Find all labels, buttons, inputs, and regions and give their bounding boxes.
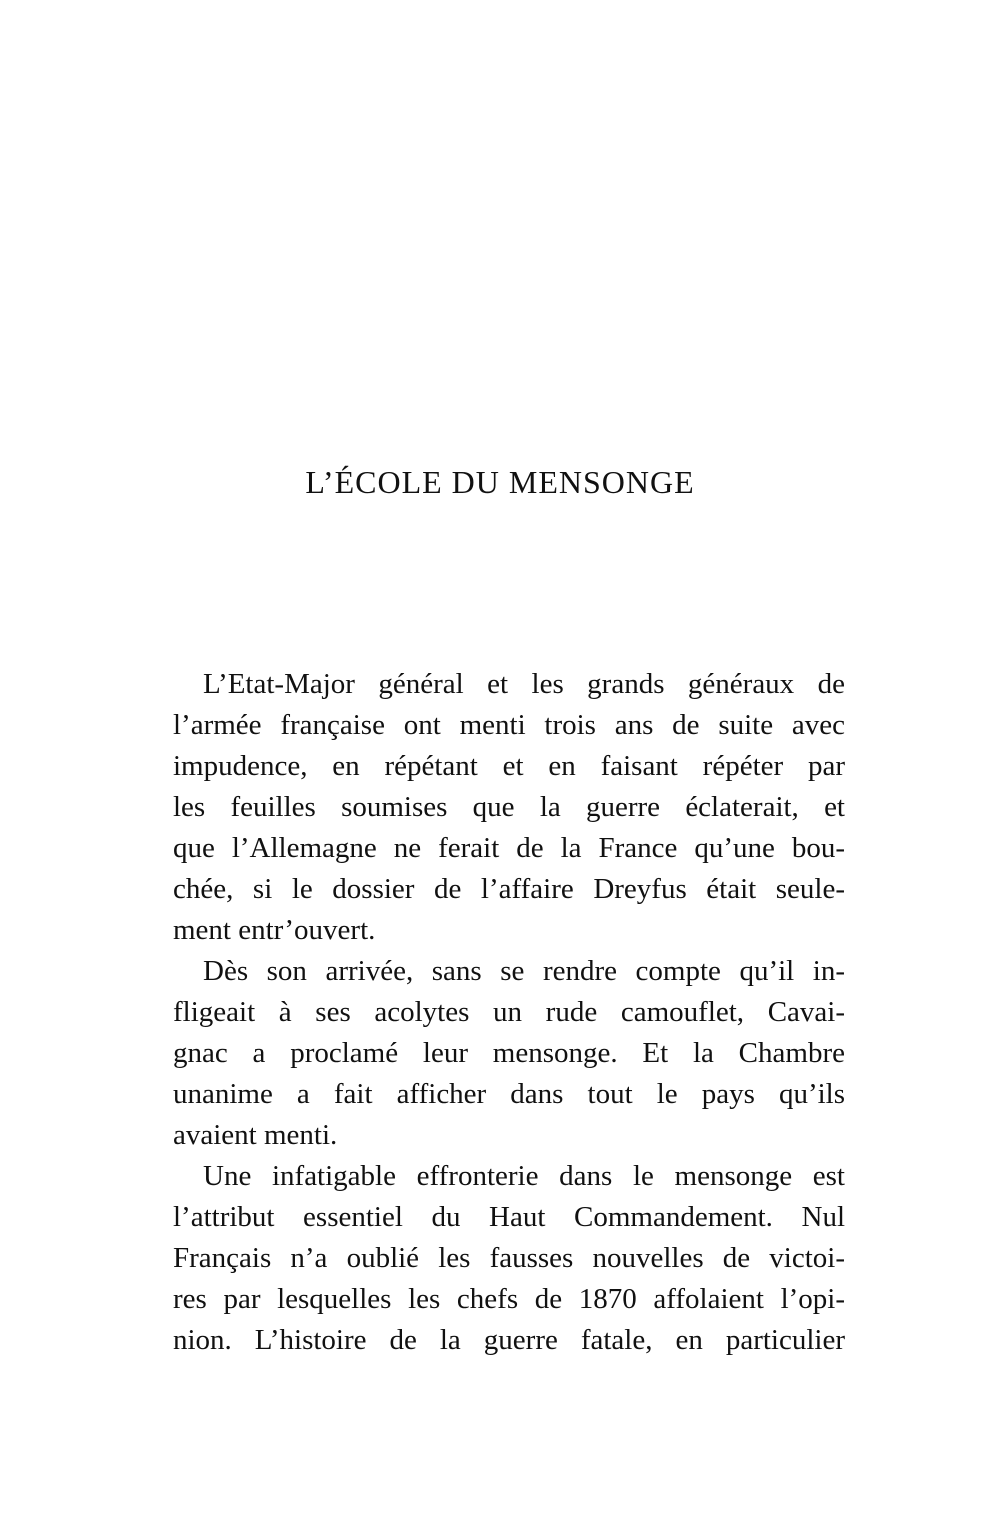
- text-line: fligeait à ses acolytes un rude camouflet, Cavai-: [173, 996, 845, 1028]
- text-line: l’attribut essentiel du Haut Commandement. Nul: [173, 1201, 845, 1233]
- text-line: L’Etat-Major général et les grands généraux de: [203, 668, 845, 700]
- text-line: avaient menti.: [173, 1119, 338, 1151]
- text-line: impudence, en répétant et en faisant répéter par: [173, 750, 845, 782]
- text-line: les feuilles soumises que la guerre éclaterait, et: [173, 791, 845, 823]
- text-line: res par lesquelles les chefs de 1870 affolaient l’opi-: [173, 1283, 845, 1315]
- text-line: gnac a proclamé leur mensonge. Et la Chambre: [173, 1037, 845, 1069]
- text-line: nion. L’histoire de la guerre fatale, en particulier: [173, 1324, 845, 1356]
- page-title: L’ÉCOLE DU MENSONGE: [305, 464, 695, 500]
- text-line: chée, si le dossier de l’affaire Dreyfus était seule-: [173, 873, 845, 905]
- text-line: Dès son arrivée, sans se rendre compte qu’il in-: [203, 955, 845, 987]
- text-line: l’armée française ont menti trois ans de suite avec: [173, 709, 845, 741]
- body-text: [173, 664, 845, 1361]
- text-line: que l’Allemagne ne ferait de la France qu’une bou-: [173, 832, 845, 864]
- text-line: Une infatigable effronterie dans le mensonge est: [203, 1160, 845, 1192]
- text-line: ment entr’ouvert.: [173, 914, 376, 946]
- text-line: unanime a fait afficher dans tout le pays qu’ils: [173, 1078, 845, 1110]
- text-line: Français n’a oublié les fausses nouvelles de victoi-: [173, 1242, 845, 1274]
